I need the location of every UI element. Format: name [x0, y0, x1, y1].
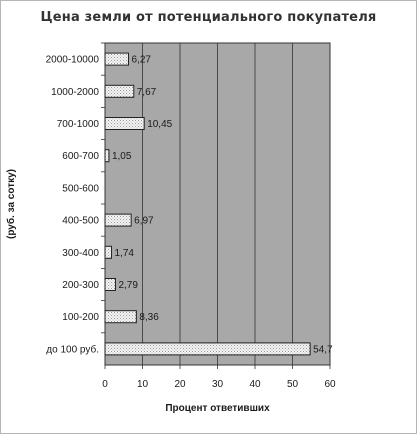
value-label: 10,45	[147, 119, 173, 130]
x-axis-label: Процент ответивших	[165, 403, 270, 414]
value-label: 1,05	[111, 151, 132, 163]
category-label: 400-500	[62, 215, 99, 227]
y-axis-label: (руб. за сотку)	[6, 169, 17, 239]
category-label: 200-300	[62, 280, 99, 291]
category-labels	[46, 55, 100, 356]
value-label: 7,67	[136, 86, 157, 98]
bar	[105, 343, 310, 355]
category-label: 1000-2000	[51, 86, 99, 98]
bar	[105, 279, 115, 291]
value-label: 1,74	[114, 247, 134, 259]
category-label: 700-1000	[56, 119, 99, 130]
x-tick-label: 40	[249, 379, 261, 390]
bar	[105, 118, 144, 130]
x-tick-label: 20	[174, 379, 186, 390]
value-label: 6,97	[134, 215, 154, 227]
chart-title: Цена земли от потенциального покупателя	[40, 10, 377, 25]
value-label: 2,79	[118, 280, 138, 291]
bar	[105, 246, 112, 258]
value-label: 6,27	[131, 54, 151, 66]
bar	[105, 311, 136, 323]
bar	[105, 85, 134, 97]
x-tick-label: 30	[211, 379, 224, 390]
x-tick-label: 60	[324, 379, 336, 390]
x-tick-label: 50	[286, 379, 299, 390]
category-label: 2000-10000	[45, 54, 99, 66]
value-label: 54,7	[313, 344, 333, 356]
category-label: 100-200	[62, 312, 99, 324]
value-label: 8,36	[139, 312, 159, 324]
x-tick-label: 10	[136, 379, 149, 390]
x-tick-label: 0	[102, 379, 108, 390]
category-label: 300-400	[62, 247, 99, 259]
bar	[105, 214, 131, 226]
bar	[105, 53, 129, 65]
x-tick-labels	[102, 379, 336, 390]
bar	[105, 150, 109, 162]
category-label: до 100 руб.	[46, 344, 99, 356]
category-label: 600-700	[62, 151, 99, 163]
category-label: 500-600	[62, 183, 99, 195]
